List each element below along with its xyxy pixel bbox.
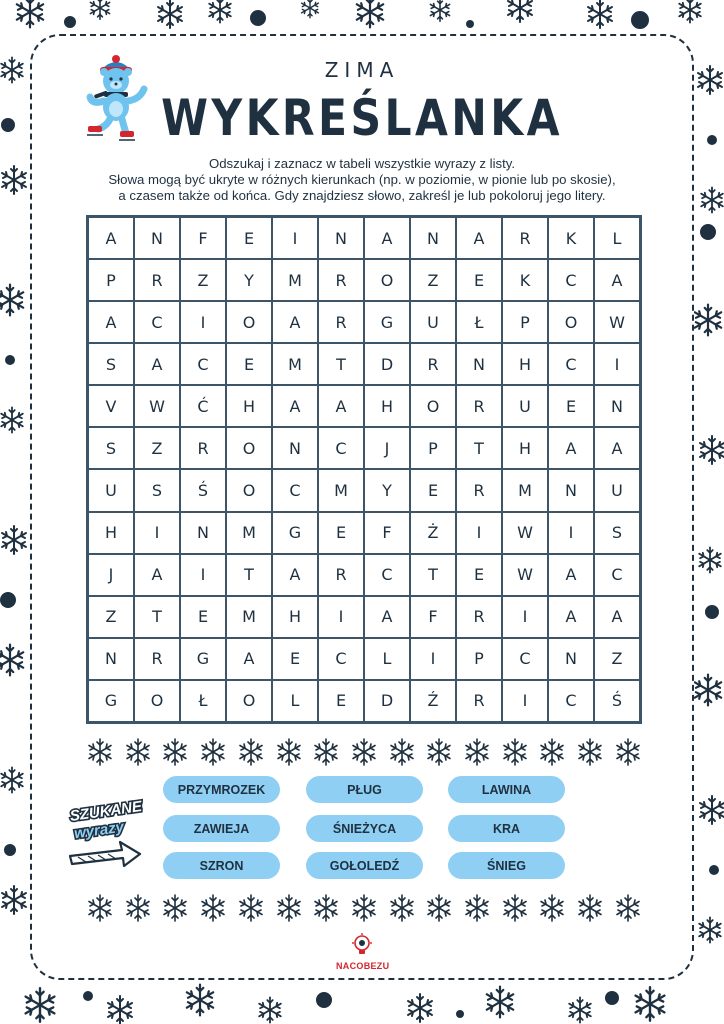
- grid-cell[interactable]: Ł: [180, 680, 226, 722]
- grid-cell[interactable]: L: [594, 217, 640, 259]
- grid-cell[interactable]: I: [594, 343, 640, 385]
- grid-cell[interactable]: F: [180, 217, 226, 259]
- arrow-right-icon: [70, 842, 140, 866]
- grid-cell[interactable]: I: [548, 512, 594, 554]
- instruction-line: a czasem także od końca. Gdy znajdziesz słowo, zakreśl je lub pokoloruj jego litery.: [118, 188, 606, 203]
- grid-cell[interactable]: I: [272, 217, 318, 259]
- grid-cell[interactable]: U: [502, 385, 548, 427]
- grid-cell[interactable]: L: [272, 680, 318, 722]
- lightbulb-icon: [350, 933, 374, 957]
- grid-cell[interactable]: A: [594, 259, 640, 301]
- grid-cell[interactable]: Ż: [410, 512, 456, 554]
- grid-cell[interactable]: E: [272, 638, 318, 680]
- snowflake-icon: [499, 736, 531, 768]
- grid-cell[interactable]: L: [364, 638, 410, 680]
- grid-cell[interactable]: Ź: [410, 680, 456, 722]
- grid-cell[interactable]: N: [410, 217, 456, 259]
- grid-cell[interactable]: M: [226, 512, 272, 554]
- grid-cell[interactable]: Ś: [180, 469, 226, 511]
- grid-cell[interactable]: A: [134, 343, 180, 385]
- grid-cell[interactable]: E: [318, 512, 364, 554]
- grid-cell[interactable]: E: [456, 259, 502, 301]
- snowflake-divider-bottom: [84, 892, 644, 924]
- grid-cell[interactable]: A: [88, 217, 134, 259]
- grid-cell[interactable]: M: [272, 343, 318, 385]
- snowflake-icon: [273, 892, 305, 924]
- snowflake-icon: [84, 892, 116, 924]
- grid-cell[interactable]: O: [226, 301, 272, 343]
- grid-cell[interactable]: V: [88, 385, 134, 427]
- grid-cell[interactable]: O: [226, 680, 272, 722]
- grid-cell[interactable]: Z: [134, 427, 180, 469]
- snowflake-icon: [574, 736, 606, 768]
- grid-cell[interactable]: Ł: [456, 301, 502, 343]
- grid-cell[interactable]: A: [456, 217, 502, 259]
- snowflake-icon: [612, 736, 644, 768]
- grid-cell[interactable]: J: [88, 554, 134, 596]
- grid-cell[interactable]: A: [548, 596, 594, 638]
- grid-cell[interactable]: P: [456, 638, 502, 680]
- grid-cell[interactable]: A: [272, 554, 318, 596]
- grid-cell[interactable]: R: [456, 596, 502, 638]
- word-pill: LAWINA: [448, 776, 565, 803]
- grid-cell[interactable]: N: [548, 638, 594, 680]
- grid-cell[interactable]: N: [594, 385, 640, 427]
- grid-cell[interactable]: U: [88, 469, 134, 511]
- snowflake-icon: [310, 736, 342, 768]
- grid-cell[interactable]: Y: [226, 259, 272, 301]
- grid-cell[interactable]: Z: [594, 638, 640, 680]
- grid-cell[interactable]: C: [272, 469, 318, 511]
- grid-cell[interactable]: O: [226, 427, 272, 469]
- grid-cell[interactable]: I: [502, 680, 548, 722]
- snowflake-icon: [235, 892, 267, 924]
- grid-cell[interactable]: W: [502, 554, 548, 596]
- snowflake-icon: [499, 892, 531, 924]
- snowflake-icon: [235, 736, 267, 768]
- grid-cell[interactable]: C: [594, 554, 640, 596]
- grid-cell[interactable]: H: [88, 512, 134, 554]
- word-pill: ŚNIEŻYCA: [306, 815, 423, 842]
- grid-cell[interactable]: N: [88, 638, 134, 680]
- words-heading-line2: wyrazy: [73, 818, 125, 843]
- grid-cell[interactable]: R: [456, 680, 502, 722]
- grid-cell[interactable]: C: [548, 680, 594, 722]
- grid-cell[interactable]: H: [364, 385, 410, 427]
- instructions: [0, 156, 724, 204]
- grid-cell[interactable]: N: [272, 427, 318, 469]
- grid-cell[interactable]: Z: [88, 596, 134, 638]
- word-pill: GOŁOLEDŹ: [306, 852, 423, 879]
- grid-cell[interactable]: T: [318, 343, 364, 385]
- snowflake-icon: [348, 736, 380, 768]
- word-pill: ZAWIEJA: [163, 815, 280, 842]
- grid-cell[interactable]: C: [548, 343, 594, 385]
- grid-cell[interactable]: T: [456, 427, 502, 469]
- grid-cell[interactable]: F: [364, 512, 410, 554]
- grid-cell[interactable]: S: [134, 469, 180, 511]
- grid-cell[interactable]: P: [410, 427, 456, 469]
- grid-cell[interactable]: O: [134, 680, 180, 722]
- grid-cell[interactable]: A: [134, 554, 180, 596]
- grid-cell[interactable]: G: [88, 680, 134, 722]
- grid-cell[interactable]: S: [88, 427, 134, 469]
- grid-cell[interactable]: W: [134, 385, 180, 427]
- snowflake-icon: [197, 736, 229, 768]
- grid-cell[interactable]: M: [502, 469, 548, 511]
- grid-cell[interactable]: C: [134, 301, 180, 343]
- snowflake-icon: [536, 736, 568, 768]
- snowflake-icon: [310, 892, 342, 924]
- grid-cell[interactable]: A: [364, 596, 410, 638]
- grid-cell[interactable]: R: [134, 638, 180, 680]
- grid-cell[interactable]: N: [180, 512, 226, 554]
- grid-cell[interactable]: G: [364, 301, 410, 343]
- snowflake-icon: [197, 892, 229, 924]
- grid-cell[interactable]: A: [226, 638, 272, 680]
- grid-cell[interactable]: S: [594, 512, 640, 554]
- grid-cell[interactable]: J: [364, 427, 410, 469]
- word-pill: SZRON: [163, 852, 280, 879]
- snowflake-icon: [423, 892, 455, 924]
- grid-cell[interactable]: P: [502, 301, 548, 343]
- grid-cell[interactable]: K: [502, 259, 548, 301]
- grid-cell[interactable]: O: [226, 469, 272, 511]
- grid-cell[interactable]: A: [594, 596, 640, 638]
- snowflake-icon: [159, 736, 191, 768]
- grid-cell[interactable]: N: [134, 217, 180, 259]
- snowflake-icon: [461, 892, 493, 924]
- grid-cell[interactable]: C: [318, 638, 364, 680]
- grid-cell[interactable]: C: [318, 427, 364, 469]
- instruction-line: Słowa mogą być ukryte w różnych kierunkach (np. w poziomie, w pionie lub po skosie),: [108, 172, 616, 187]
- grid-cell[interactable]: U: [410, 301, 456, 343]
- instruction-line: Odszukaj i zaznacz w tabeli wszystkie wyrazy z listy.: [208, 156, 516, 171]
- grid-cell[interactable]: F: [410, 596, 456, 638]
- snowflake-icon: [348, 892, 380, 924]
- grid-cell[interactable]: U: [594, 469, 640, 511]
- grid-cell[interactable]: R: [456, 469, 502, 511]
- grid-cell[interactable]: E: [318, 680, 364, 722]
- grid-cell[interactable]: R: [410, 343, 456, 385]
- grid-cell[interactable]: D: [364, 680, 410, 722]
- word-pill: KRA: [448, 815, 565, 842]
- grid-cell[interactable]: I: [502, 596, 548, 638]
- grid-cell[interactable]: Ć: [180, 385, 226, 427]
- snowflake-icon: [84, 736, 116, 768]
- snowflake-divider-top: [84, 736, 644, 768]
- grid-cell[interactable]: K: [548, 217, 594, 259]
- grid-cell[interactable]: R: [502, 217, 548, 259]
- grid-cell[interactable]: W: [502, 512, 548, 554]
- word-search-grid: [86, 215, 642, 724]
- grid-cell[interactable]: H: [502, 343, 548, 385]
- snowflake-icon: [122, 736, 154, 768]
- grid-cell[interactable]: M: [318, 469, 364, 511]
- grid-cell[interactable]: C: [180, 343, 226, 385]
- grid-cell[interactable]: A: [88, 301, 134, 343]
- grid-cell[interactable]: M: [226, 596, 272, 638]
- grid-cell[interactable]: R: [180, 427, 226, 469]
- snowflake-icon: [423, 736, 455, 768]
- grid-cell[interactable]: E: [226, 343, 272, 385]
- grid-cell[interactable]: T: [410, 554, 456, 596]
- worksheet-title: WYKREŚLANKA: [161, 89, 563, 147]
- grid-cell[interactable]: M: [272, 259, 318, 301]
- grid-cell[interactable]: G: [180, 638, 226, 680]
- grid-cell[interactable]: A: [272, 301, 318, 343]
- grid-cell[interactable]: I: [318, 596, 364, 638]
- grid-cell[interactable]: Z: [180, 259, 226, 301]
- words-heading: [66, 794, 148, 874]
- grid-cell[interactable]: Z: [410, 259, 456, 301]
- grid-cell[interactable]: I: [180, 301, 226, 343]
- grid-cell[interactable]: T: [226, 554, 272, 596]
- word-pill: PŁUG: [306, 776, 423, 803]
- grid-cell[interactable]: E: [548, 385, 594, 427]
- grid-cell[interactable]: I: [410, 638, 456, 680]
- brand-name: NACOBEZU: [336, 961, 390, 971]
- words-heading-line1: SZUKANE: [68, 798, 143, 825]
- brand-logo: [336, 933, 388, 973]
- grid-cell[interactable]: C: [364, 554, 410, 596]
- snowflake-icon: [122, 892, 154, 924]
- snowflake-icon: [612, 892, 644, 924]
- grid-cell[interactable]: R: [134, 259, 180, 301]
- snowflake-icon: [461, 736, 493, 768]
- grid-cell[interactable]: T: [134, 596, 180, 638]
- snowflake-icon: [574, 892, 606, 924]
- word-pill: ŚNIEG: [448, 852, 565, 879]
- grid-cell[interactable]: N: [318, 217, 364, 259]
- grid-cell[interactable]: I: [180, 554, 226, 596]
- grid-cell[interactable]: A: [548, 427, 594, 469]
- grid-cell[interactable]: E: [456, 554, 502, 596]
- grid-cell[interactable]: E: [180, 596, 226, 638]
- grid-cell[interactable]: O: [410, 385, 456, 427]
- grid-cell[interactable]: R: [318, 259, 364, 301]
- worksheet-subtitle: ZIMA: [324, 58, 400, 82]
- snowflake-icon: [536, 892, 568, 924]
- grid-cell[interactable]: N: [456, 343, 502, 385]
- grid-cell[interactable]: R: [318, 301, 364, 343]
- word-pill: PRZYMROZEK: [163, 776, 280, 803]
- grid-cell[interactable]: W: [594, 301, 640, 343]
- grid-cell[interactable]: A: [272, 385, 318, 427]
- grid-cell[interactable]: P: [88, 259, 134, 301]
- grid-cell[interactable]: Ś: [594, 680, 640, 722]
- grid-cell[interactable]: I: [456, 512, 502, 554]
- grid-cell[interactable]: R: [318, 554, 364, 596]
- grid-cell[interactable]: A: [548, 554, 594, 596]
- grid-cell[interactable]: C: [502, 638, 548, 680]
- snowflake-icon: [159, 892, 191, 924]
- grid-cell[interactable]: A: [318, 385, 364, 427]
- grid-cell[interactable]: I: [134, 512, 180, 554]
- grid-cell[interactable]: E: [226, 217, 272, 259]
- snowflake-icon: [386, 736, 418, 768]
- grid-cell[interactable]: C: [548, 259, 594, 301]
- grid-cell[interactable]: A: [364, 217, 410, 259]
- grid-cell[interactable]: R: [456, 385, 502, 427]
- grid-cell[interactable]: O: [364, 259, 410, 301]
- snowflake-icon: [386, 892, 418, 924]
- grid-cell[interactable]: H: [272, 596, 318, 638]
- grid-cell[interactable]: N: [548, 469, 594, 511]
- grid-cell[interactable]: H: [502, 427, 548, 469]
- grid-cell[interactable]: O: [548, 301, 594, 343]
- grid-cell[interactable]: H: [226, 385, 272, 427]
- grid-cell[interactable]: G: [272, 512, 318, 554]
- snowflake-icon: [273, 736, 305, 768]
- grid-cell[interactable]: E: [410, 469, 456, 511]
- grid-cell[interactable]: Y: [364, 469, 410, 511]
- grid-cell[interactable]: A: [594, 427, 640, 469]
- grid-cell[interactable]: S: [88, 343, 134, 385]
- grid-cell[interactable]: D: [364, 343, 410, 385]
